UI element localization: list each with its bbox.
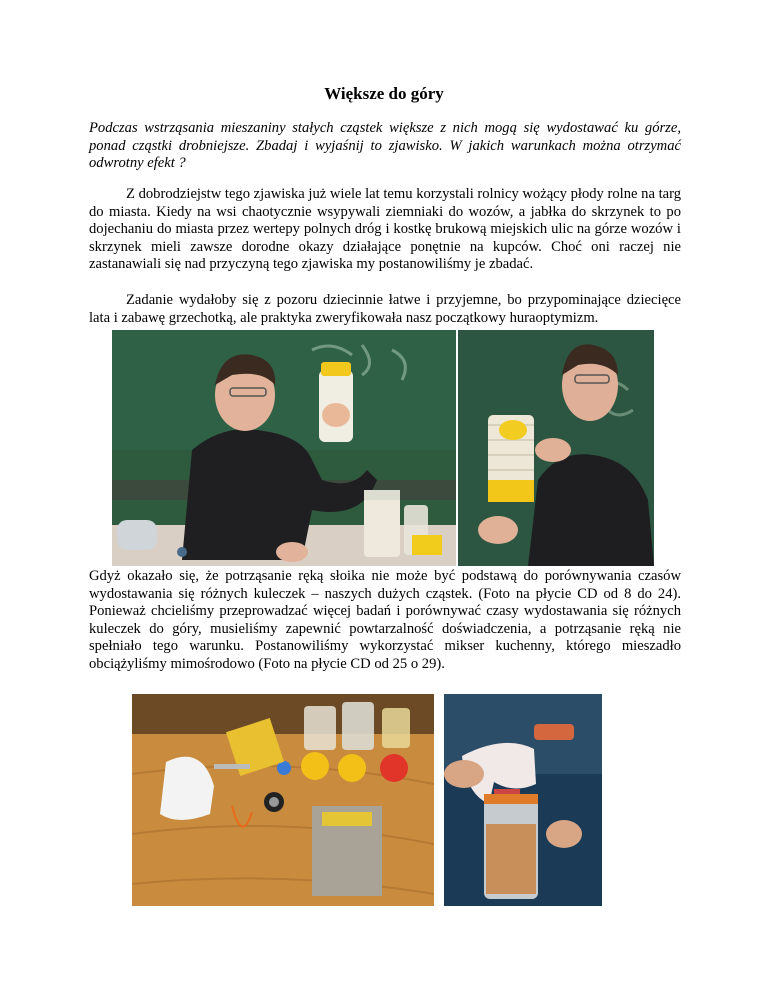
page-title: Większe do góry	[324, 84, 444, 103]
photo-equipment-on-table	[132, 694, 434, 906]
photo-mixer-with-jar	[444, 694, 602, 906]
intro-question: Podczas wstrząsania mieszaniny stałych cząstek większe z nich mogą się wydostawać ku górze, ponad cząstki drobniejsze. Zbadaj i wyjaśnij to zjawisko. W jakich warunkach można otrzymać odwrotny efekt ?	[89, 120, 681, 171]
paragraph-3: Gdyż okazało się, że potrząsanie ręką słoika nie może być podstawą do porównywania czasów wydostawania się różnych kuleczek – naszych dużych cząstek. (Foto na płycie CD od 8 do 24). Ponieważ chcieliśmy przeprowadzać więcej badań i porównywać czasy wydostawania się różnych kuleczek do góry, musieliśmy zapewnić powtarzalność doświadczenia, a potrząsanie ręką nie spełniało tego warunku. Postanowiliśmy wykorzystać mikser kuchenny, którego mieszadło obciążyliśmy mimośrodowo (Foto na płycie CD od 25 o 29).	[89, 568, 681, 672]
photo-student-shaking-jar	[112, 330, 456, 566]
paragraph-1: Z dobrodziejstw tego zjawiska już wiele lat temu korzystali rolnicy wożący płody rolne na targ do miasta. Kiedy na wsi chaotycznie wsypywali ziemniaki do wozów, a jabłka do skrzynek to po dojechaniu do miasta przez wertepy polnych dróg i kostkę brukową miejskich ulic na górze wozów i skrzynek mieli zawsze dorodne okazy działające ponętnie na kupców. Choć oni raczej nie zastanawiali się nad przyczyną tego zjawiska my postanowiliśmy je zbadać.	[89, 186, 681, 272]
photo-student-jar-closeup	[458, 330, 654, 566]
paragraph-2: Zadanie wydałoby się z pozoru dziecinnie łatwe i przyjemne, bo przypominające dziecięce lata i zabawę grzechotką, ale praktyka zweryfikowała nasz początkowy huraoptymizm.	[89, 292, 681, 326]
